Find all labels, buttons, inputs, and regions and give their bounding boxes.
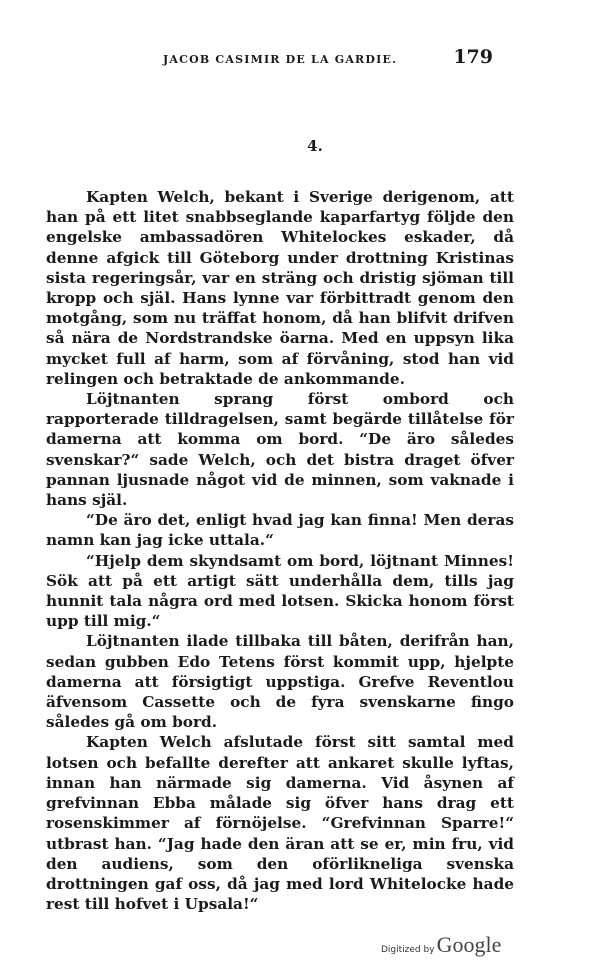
paragraph: Kapten Welch, bekant i Sverige derigenom, att han på ett litet snabbseglande kaparfartyg följde den engelske ambassadören Whitelockes eskader, då denne afgick till Göteborg under drottning Kristinas sista regeringsår, var en sträng och dristig sjöman till kropp och själ. Hans lynne var förbittradt genom den motgång, som nu träffat honom, då han blifvit drifven så nära de Nordstrandske öarna. Med en uppsyn lika mycket full af harm, som af förvåning, stod han vid relingen och betraktade de ankommande. [46, 188, 514, 388]
paragraph: “Hjelp dem skyndsamt om bord, löjtnant Minnes! Sök att på ett artigt sätt underhålla dem, tills jag hunnit tala några ord med lotsen. Skicka honom först upp till mig.“ [46, 551, 514, 631]
credit-label: Digitized by [381, 945, 435, 955]
digitization-credit [381, 932, 501, 958]
paragraph: Löjtnanten ilade tillbaka till båten, derifrån han, sedan gubben Edo Tetens först kommit upp, hjelpte damerna att försigtigt uppstiga. Grefve Reventlou äfvensom Cassette och de fyra svenskarne fingo således gå om bord. [46, 632, 514, 732]
section-number: 4. [307, 137, 323, 155]
running-title: JACOB CASIMIR DE LA GARDIE. [163, 53, 398, 66]
running-head [163, 46, 493, 68]
paragraph: Löjtnanten sprang först ombord och rapporterade tilldragelsen, samt begärde tillåtelse för damerna att komma om bord. “De äro således svenskar?“ sade Welch, och det bistra draget öfver pannan ljusnade något vid de minnen, som vaknade i hans själ. [46, 390, 514, 510]
credit-logo: Google [436, 932, 502, 957]
body-text [46, 187, 514, 914]
page-number: 179 [453, 46, 493, 68]
paragraph: Kapten Welch afslutade först sitt samtal med lotsen och befallte derefter att ankaret skulle lyftas, innan han närmade sig damerna. Vid åsynen af grefvinnan Ebba målade sig öfver hans drag ett rosenskimmer af förnöjelse. “Grefvinnan Sparre!“ utbrast han. “Jag hade den äran att se er, min fru, vid den audiens, som den oförlikneliga svenska drottningen gaf oss, då jag med lord Whitelocke hade rest till hofvet i Upsala!“ [46, 733, 514, 914]
paragraph: “De äro det, enligt hvad jag kan finna! Men deras namn kan jag icke uttala.“ [46, 511, 514, 550]
